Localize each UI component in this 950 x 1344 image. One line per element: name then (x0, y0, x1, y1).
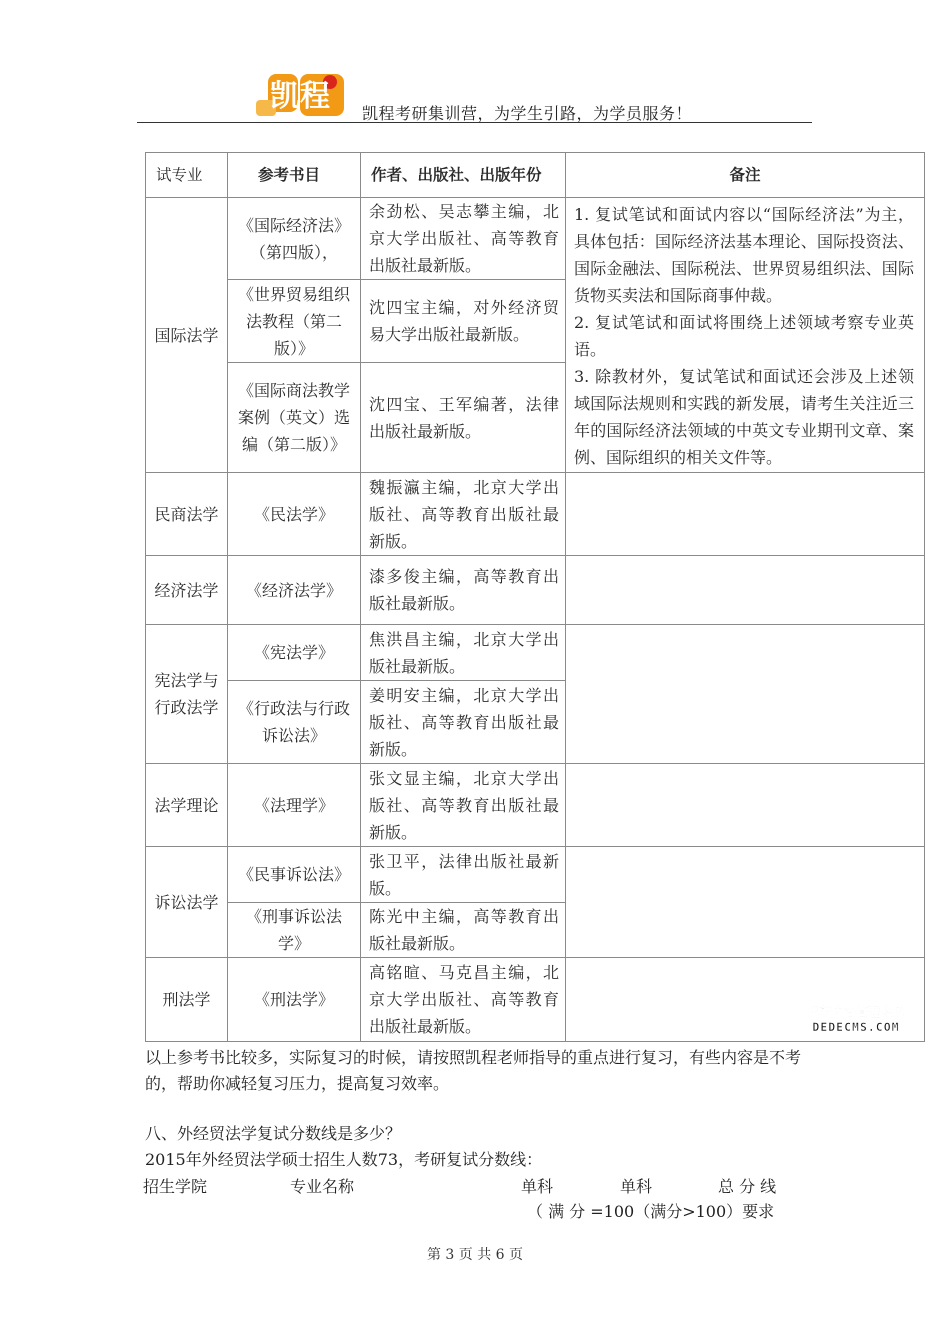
book-title-cell: 《宪法学》 (228, 625, 361, 681)
author-cell: 高铭暄、马克昌主编，北京大学出版社、高等教育出版社最新版。 (361, 958, 566, 1042)
author-cell: 漆多俊主编，高等教育出版社最新版。 (361, 556, 566, 625)
book-title-cell: 《国际商法教学案例（英文）选编（第二版）》 (228, 363, 361, 473)
enrollment-text: 2015年外经贸法学硕士招生人数73，考研复试分数线： (145, 1150, 543, 1169)
score-header-college: 招生学院 (143, 1177, 208, 1196)
logo-text: 凯程 (270, 79, 330, 114)
author-cell: 姜明安主编，北京大学出版社、高等教育出版社最新版。 (361, 681, 566, 764)
score-header-fullscore: （ 满 分 =100（满分>100）要求 (527, 1202, 775, 1221)
col-header-book: 参考书目 (228, 153, 361, 198)
major-cell: 法学理论 (146, 764, 228, 847)
table-row (146, 625, 925, 681)
header-slogan: 凯程考研集训营，为学生引路，为学员服务！ (362, 104, 693, 123)
note-cell (566, 198, 925, 473)
book-title-cell: 《行政法与行政诉讼法》 (228, 681, 361, 764)
author-cell: 余劲松、吴志攀主编，北京大学出版社、高等教育出版社最新版。 (361, 198, 566, 280)
table-row (146, 556, 925, 625)
page-number: 第 3 页 共 6 页 (426, 1247, 524, 1263)
note-cell-empty (566, 473, 925, 556)
dedecms-watermark (796, 1003, 916, 1035)
author-cell: 焦洪昌主编，北京大学出版社最新版。 (361, 625, 566, 681)
note-item: 3. 除教材外，复试笔试和面试还会涉及上述领域国际法规则和实践的新发展，请考生关注近三年的国际经济法领域的中英文专业期刊文章、案例、国际组织的相关文件等。 (574, 366, 914, 467)
author-cell: 沈四宝主编，对外经济贸易大学出版社最新版。 (361, 280, 566, 363)
book-title-cell: 《刑事诉讼法学》 (228, 903, 361, 958)
author-cell: 张文显主编，北京大学出版社、高等教育出版社最新版。 (361, 764, 566, 847)
book-title-cell: 《民事诉讼法》 (228, 847, 361, 903)
table-row (146, 764, 925, 847)
watermark-line2: DEDECMS.COM (812, 1020, 900, 1034)
major-cell: 经济法学 (146, 556, 228, 625)
kaicheng-logo (254, 70, 346, 120)
section-title: 八、外经贸法学复试分数线是多少？ (145, 1124, 402, 1143)
score-header-major: 专业名称 (290, 1177, 355, 1196)
col-header-author: 作者、出版社、出版年份 (361, 153, 566, 198)
note-item: 2. 复试笔试和面试将围绕上述领域考察专业英语。 (574, 312, 914, 359)
advice-paragraph: 以上参考书比较多，实际复习的时候，请按照凯程老师指导的重点进行复习，有些内容是不考的，帮助你减轻复习压力，提高复习效率。 (145, 1048, 802, 1093)
score-header-total: 总 分 线 (718, 1177, 777, 1196)
score-header-single1: 单科 (521, 1177, 554, 1196)
author-cell: 魏振瀛主编，北京大学出版社、高等教育出版社最新版。 (361, 473, 566, 556)
table-row (146, 473, 925, 556)
major-cell: 诉讼法学 (146, 847, 228, 958)
author-cell: 沈四宝、王军编著，法律出版社最新版。 (361, 363, 566, 473)
table-row (146, 847, 925, 903)
book-title-cell: 《世界贸易组织法教程（第二版）》 (228, 280, 361, 363)
reference-book-table (145, 152, 925, 1042)
book-title-cell: 《国际经济法》（第四版）， (228, 198, 361, 280)
table-row (146, 198, 925, 280)
major-cell: 国际法学 (146, 198, 228, 473)
note-cell-empty (566, 847, 925, 958)
major-cell: 民商法学 (146, 473, 228, 556)
col-header-note: 备注 (566, 153, 925, 198)
score-header-single2: 单科 (620, 1177, 653, 1196)
note-item: 1. 复试笔试和面试内容以“国际经济法”为主，具体包括：国际经济法基本理论、国际投资法、国际金融法、国际税法、世界贸易组织法、国际货物买卖法和国际商事仲裁。 (574, 204, 914, 305)
header-divider (137, 122, 812, 123)
col-header-major: 试专业 (146, 153, 228, 198)
book-title-cell: 《刑法学》 (228, 958, 361, 1042)
book-title-cell: 《民法学》 (228, 473, 361, 556)
major-cell: 宪法学与行政法学 (146, 625, 228, 764)
note-cell-empty (566, 625, 925, 764)
watermark-line1: 织梦内容管理系统 (807, 1005, 905, 1019)
note-cell-empty (566, 556, 925, 625)
table-header-row (146, 153, 925, 198)
major-cell: 刑法学 (146, 958, 228, 1042)
book-title-cell: 《经济法学》 (228, 556, 361, 625)
author-cell: 陈光中主编，高等教育出版社最新版。 (361, 903, 566, 958)
note-cell-empty (566, 764, 925, 847)
author-cell: 张卫平，法律出版社最新版。 (361, 847, 566, 903)
book-title-cell: 《法理学》 (228, 764, 361, 847)
